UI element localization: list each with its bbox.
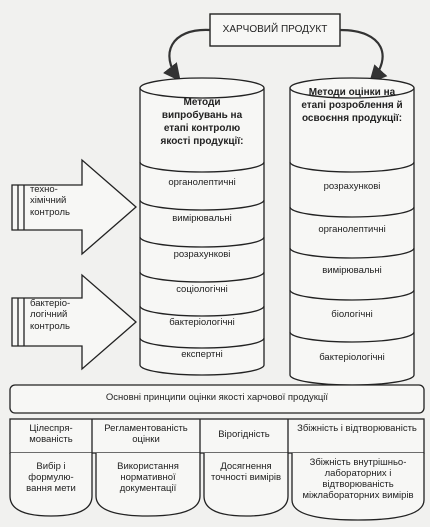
principle-body: Вибір і формулю-вання мети <box>26 461 76 494</box>
principle-body: Збіжність внутрішньо-лабораторних і відтворюваність міжлабораторних вимірів <box>302 457 414 501</box>
right-item: вимірювальні <box>322 265 382 276</box>
left-item: соціологічні <box>176 284 228 295</box>
product-title: ХАРЧОВИЙ ПРОДУКТ <box>222 24 328 35</box>
left-column-heading: Методи випробувань на етапі контролю якості продукції: <box>160 97 244 147</box>
principle-header: Регламентованість оцінки <box>104 423 188 445</box>
left-item: органолептичні <box>168 177 236 188</box>
principle-header: Вірогідність <box>218 429 270 440</box>
right-item: бактеріологічні <box>319 352 385 363</box>
arrow-upper-label: техно-хімічний контроль <box>30 184 70 218</box>
principle-header: Цілеспря-мованість <box>29 423 73 445</box>
principles-label: Основні принципи оцінки якості харчової продукції <box>105 392 329 403</box>
right-item: розрахункові <box>323 181 381 192</box>
right-column-heading: Методи оцінки на етапі розроблення й освоєння продукції: <box>301 87 403 124</box>
right-item: органолептичні <box>318 224 386 235</box>
principle-body: Використання нормативної документації <box>117 461 179 494</box>
left-item: розрахункові <box>173 249 231 260</box>
curved-arrow-left <box>169 30 210 78</box>
curved-arrow-right <box>340 30 383 80</box>
right-item: біологічні <box>331 309 373 320</box>
arrow-lower-label: бактеріо-логічний контроль <box>30 298 71 332</box>
principle-body: Досягнення точності вимірів <box>210 461 282 483</box>
left-item: бактеріологічні <box>169 317 235 328</box>
left-item: вимірювальні <box>172 213 232 224</box>
left-item: експертні <box>181 349 223 360</box>
principle-header: Збіжність і відтворюваність <box>297 423 417 434</box>
